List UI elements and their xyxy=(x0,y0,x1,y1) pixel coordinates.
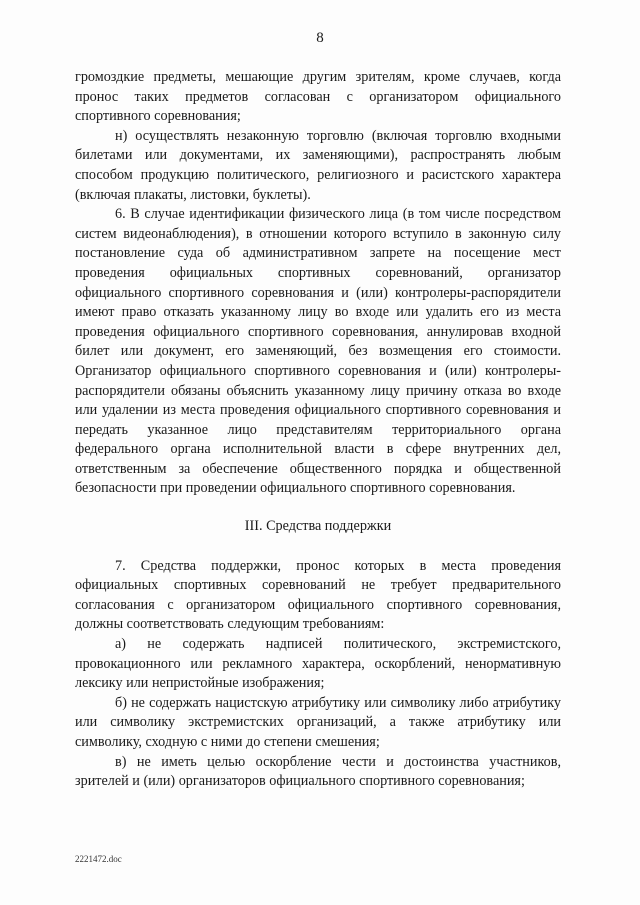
paragraph: н) осуществлять незаконную торговлю (включая торговлю входными билетами или документами, их заменяющими), распространять любым способом продукцию политического, религиозного и расистского характера (включая плакаты, листовки, буклеты). xyxy=(75,127,561,203)
paragraph: б) не содержать нацистскую атрибутику или символику либо атрибутику или символику экстремистских организаций, а также атрибутику или символику, сходную с ними до степени смешения; xyxy=(75,694,561,750)
paragraph: а) не содержать надписей политического, экстремистского, провокационного или рекламного характера, оскорблений, ненормативную лексику или непристойные изображения; xyxy=(75,636,561,692)
page-number: 8 xyxy=(316,30,324,46)
paragraph: в) не иметь целью оскорбление чести и достоинства участников, зрителей и (или) организаторов официального спортивного соревнования; xyxy=(75,753,561,790)
section-title: III. Средства поддержки xyxy=(244,518,392,535)
file-code-footer: 2221472.doc xyxy=(75,854,122,864)
paragraph: громоздкие предметы, мешающие другим зрителям, кроме случаев, когда пронос таких предметов согласован с организатором официального спортивного соревнования; xyxy=(75,69,561,125)
paragraph: 6. В случае идентификации физического лица (в том числе посредством систем видеонаблюдения), в отношении которого вступило в законную силу постановление суда об административном запрете на посещение мест проведения официальных спортивных соревнований, организатор официального спортивного соревнования и (или) контролеры-распорядители имеют право отказать указанному лицу во входе или удалить его из места проведения официального спортивного соревнования, аннулировав входной билет или документ, его заменяющий, без возмещения его стоимости. Организатор официального спортивного соревнования и (или) контролеры-распорядители обязаны объяснить указанному лицу причину отказа во входе или удалении из места проведения официального спортивного соревнования и передать указанное лицо представителям территориального органа федерального органа исполнительной власти в сфере внутренних дел, ответственным за обеспечение общественного порядка и общественной безопасности при проведении официального спортивного соревнования. xyxy=(75,206,561,497)
document-body xyxy=(75,68,561,792)
paragraph: 7. Средства поддержки, пронос которых в места проведения официальных спортивных соревнований не требует предварительного согласования с организатором официального спортивного соревнования, должны соответствовать следующим требованиям: xyxy=(75,557,561,633)
